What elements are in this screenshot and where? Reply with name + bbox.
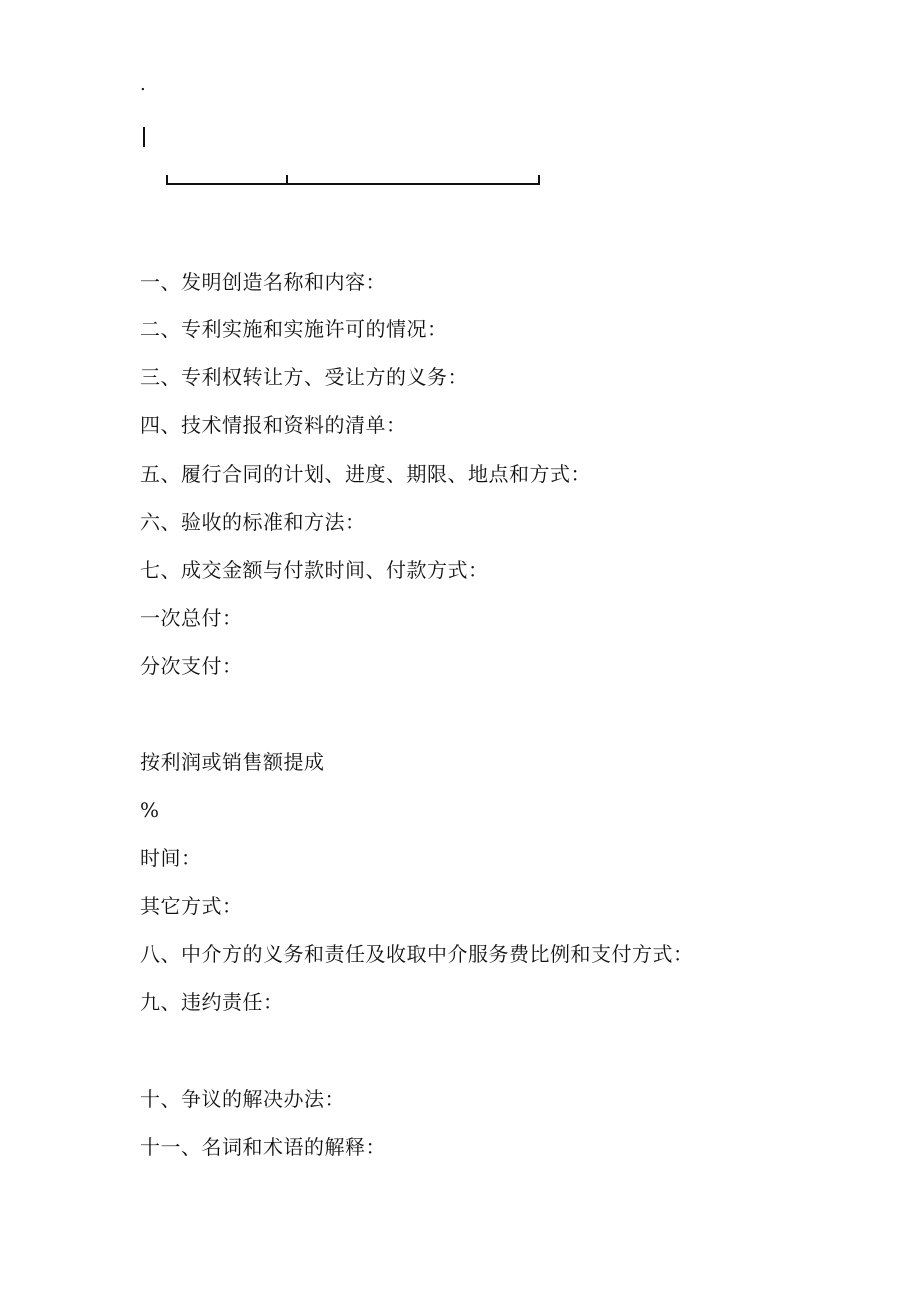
payment-installments: 分次支付： bbox=[140, 654, 243, 678]
table-right-corner bbox=[538, 175, 540, 185]
section-payment-terms: 七、成交金额与付款时间、付款方式： bbox=[140, 558, 489, 582]
payment-other-method: 其它方式： bbox=[140, 894, 243, 918]
section-patent-implementation: 二、专利实施和实施许可的情况： bbox=[140, 317, 448, 341]
table-bottom-border bbox=[166, 175, 540, 185]
table-bottom-line bbox=[166, 183, 540, 185]
section-breach-liability: 九、违约责任： bbox=[140, 990, 284, 1014]
payment-commission: 按利润或销售额提成 bbox=[140, 750, 325, 774]
table-left-corner bbox=[166, 175, 168, 185]
payment-lump-sum: 一次总付： bbox=[140, 606, 243, 630]
commission-percent: % bbox=[140, 798, 160, 822]
section-technical-materials: 四、技术情报和资料的清单： bbox=[140, 413, 407, 437]
table-column-divider bbox=[286, 175, 288, 185]
section-terminology: 十一、名词和术语的解释： bbox=[140, 1135, 386, 1159]
section-invention-name: 一、发明创造名称和内容： bbox=[140, 270, 386, 294]
section-dispute-resolution: 十、争议的解决办法： bbox=[140, 1087, 345, 1111]
section-intermediary-obligations: 八、中介方的义务和责任及收取中介服务费比例和支付方式： bbox=[140, 942, 694, 966]
stray-dot: . bbox=[140, 74, 146, 95]
section-acceptance-standards: 六、验收的标准和方法： bbox=[140, 510, 366, 534]
section-party-obligations: 三、专利权转让方、受让方的义务： bbox=[140, 365, 468, 389]
table-border-fragment bbox=[143, 127, 145, 147]
payment-time: 时间： bbox=[140, 846, 202, 870]
section-performance-plan: 五、履行合同的计划、进度、期限、地点和方式： bbox=[140, 462, 591, 486]
